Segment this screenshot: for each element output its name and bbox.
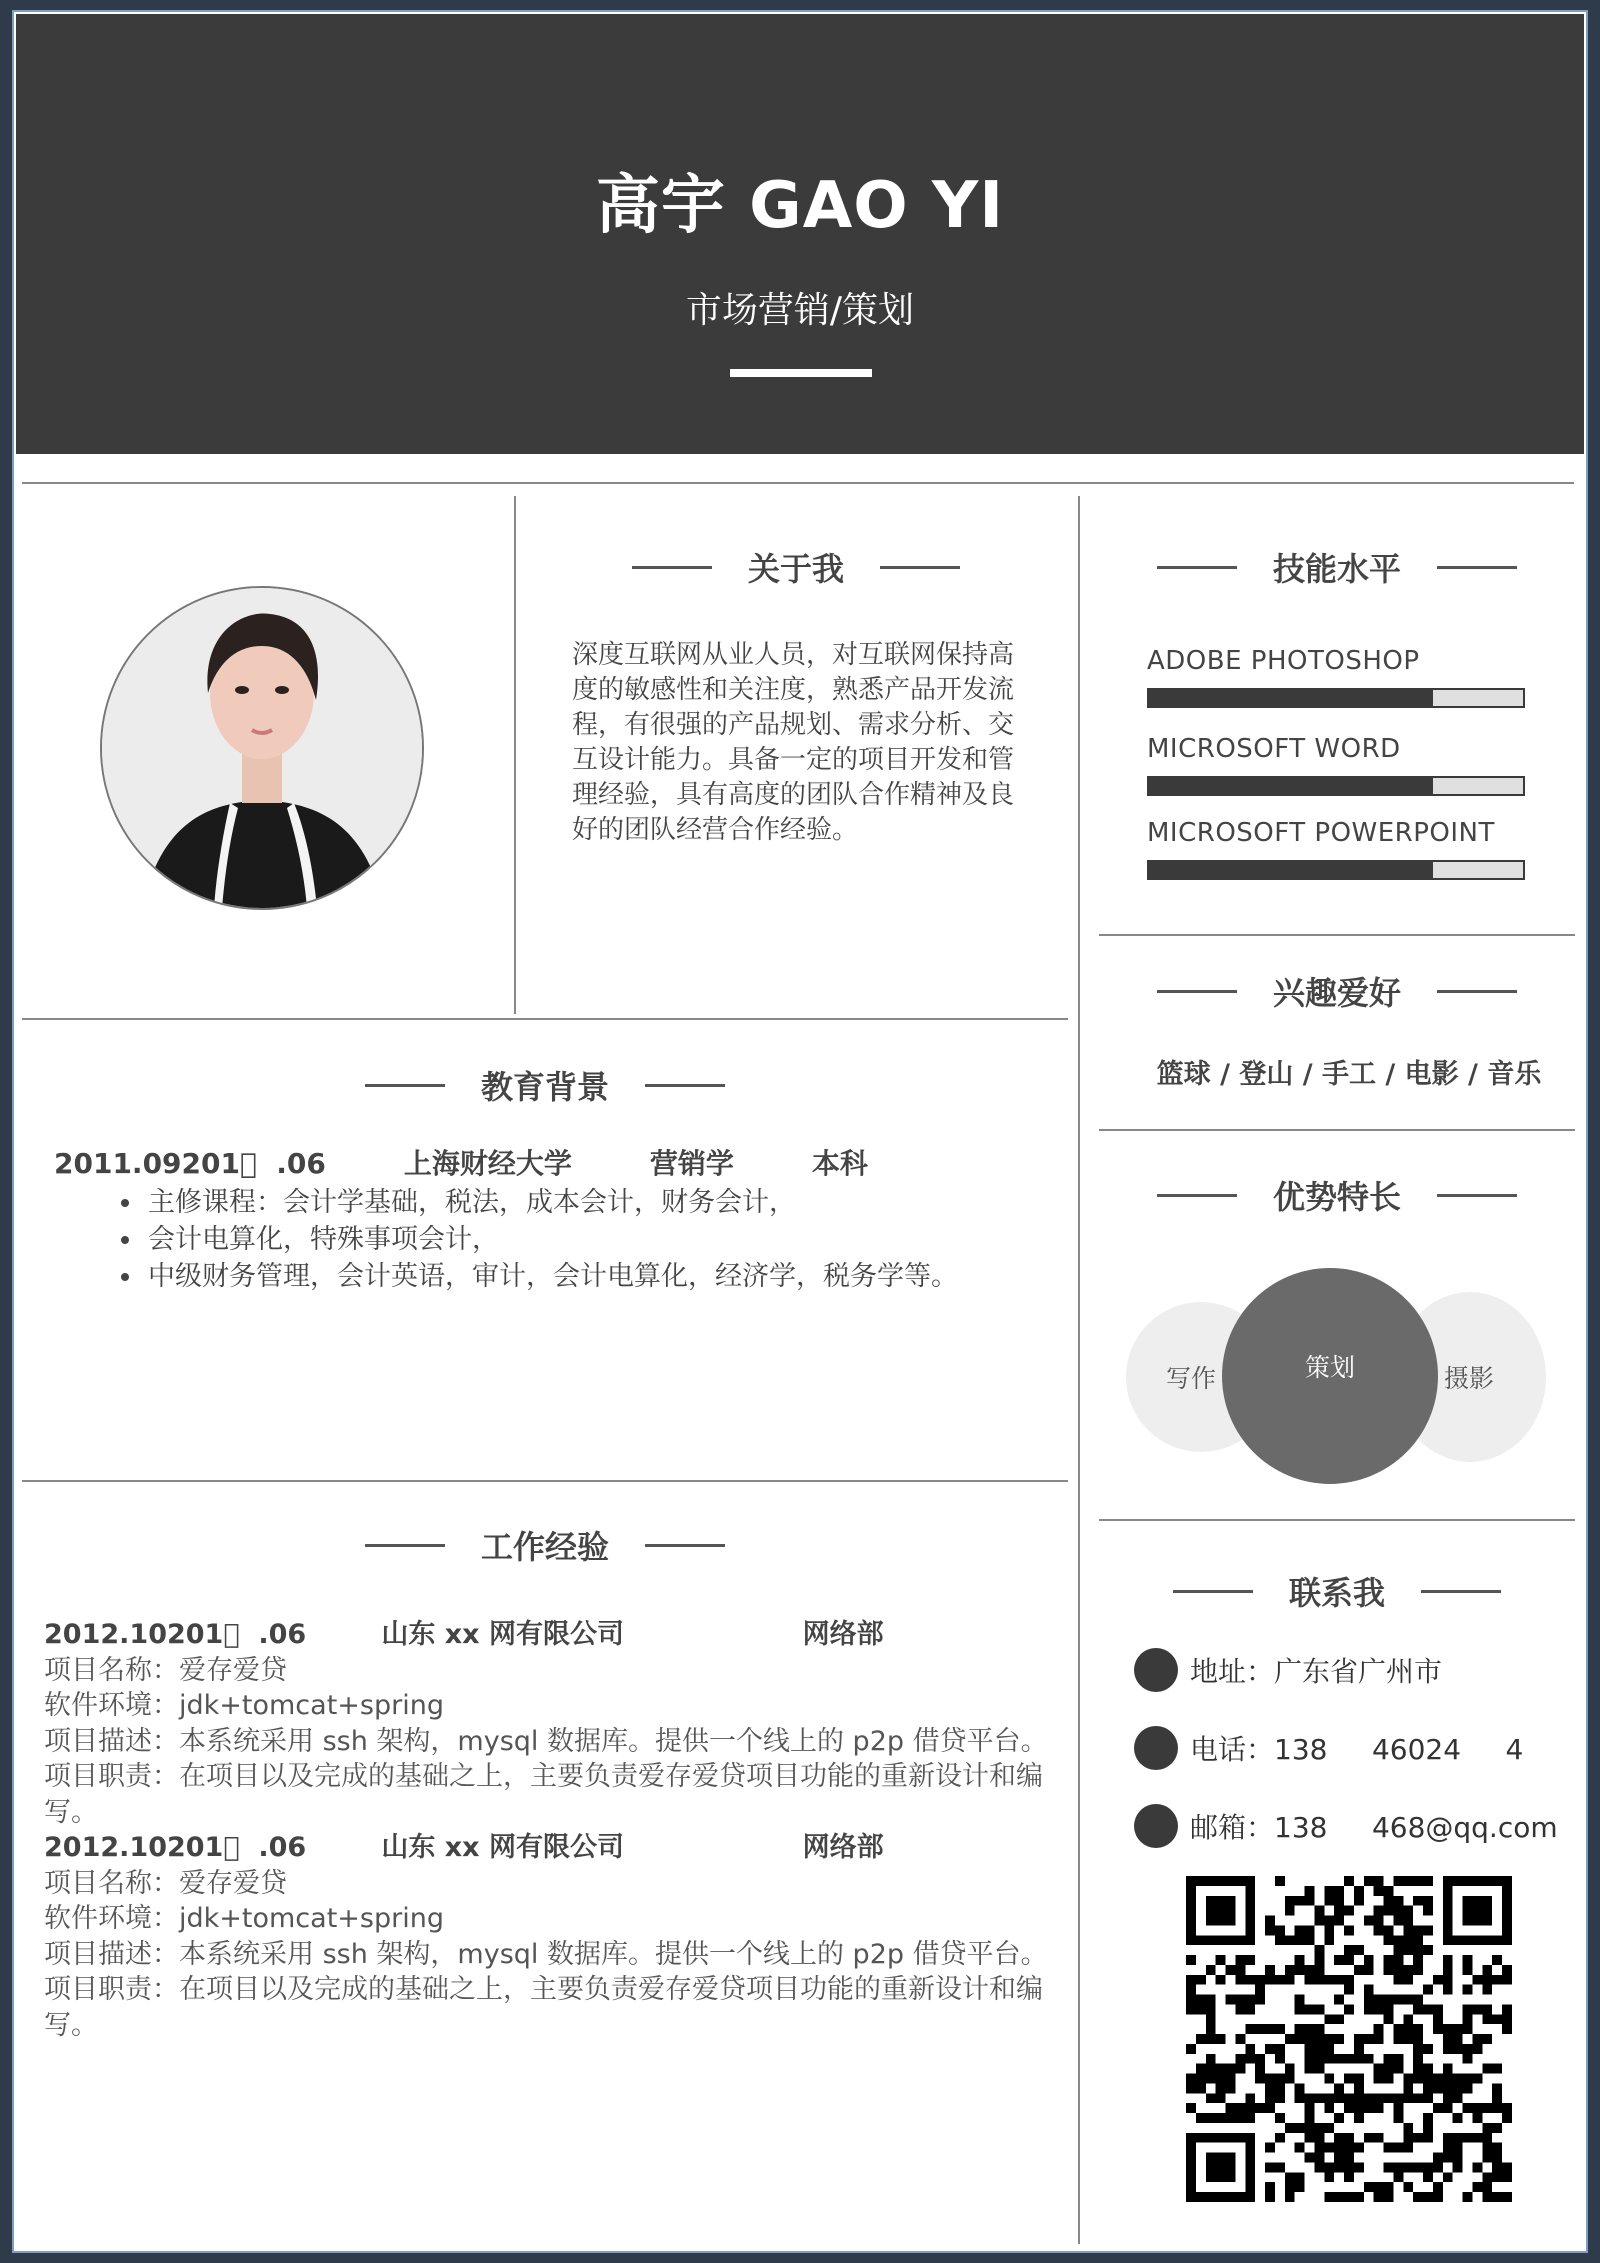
job-line: 项目名称：爱存爱贷 [44, 1654, 287, 1686]
email-text: 邮箱：138 468@qq.com [1190, 1811, 1558, 1844]
skill-name: ADOBE PHOTOSHOP [1147, 646, 1420, 676]
header-banner [16, 14, 1584, 454]
work-section-title [22, 1522, 1068, 1568]
skill-level-bar [1147, 860, 1525, 880]
skill-item [1147, 646, 1547, 708]
phone-icon [1134, 1726, 1178, 1770]
divider-hobby-strength [1099, 1129, 1575, 1131]
divider-main-column [1078, 496, 1080, 2244]
address-text: 地址：广东省广州市 [1190, 1655, 1443, 1688]
contact-title-text: 联系我 [1288, 1574, 1385, 1612]
divider-skills-hobby [1099, 934, 1575, 936]
contact-phone [1134, 1726, 1523, 1770]
job-line: 项目职责：在项目以及完成的基础之上，主要负责爱存爱贷项目功能的重新设计和编写。 [44, 1974, 1043, 2041]
job-header: 2012.10201  .06 山东 xx 网有限公司 网络部 [44, 1832, 884, 1863]
hobbies-title-text: 兴趣爱好 [1272, 974, 1401, 1012]
job-line: 软件环境：jdk+tomcat+spring [44, 1690, 444, 1721]
job-line: 项目描述：本系统采用 ssh 架构，mysql 数据库。提供一个线上的 p2p 借贷平台。 [44, 1938, 1048, 1970]
divider-strength-contact [1099, 1519, 1575, 1521]
job-line: 软件环境：jdk+tomcat+spring [44, 1903, 444, 1934]
list-item: • 主修课程：会计学基础，税法，成本会计，财务会计， [144, 1184, 958, 1221]
divider-about-edu [22, 1018, 1068, 1020]
qr-code[interactable] [1186, 1876, 1512, 2202]
about-section-title [516, 544, 1076, 590]
header-underline [730, 369, 872, 377]
education-section-title [22, 1062, 1068, 1108]
divider-edu-work [22, 1480, 1068, 1482]
list-item: • 中级财务管理，会计英语，审计，会计电算化，经济学，税务学等。 [144, 1258, 958, 1295]
phone-text: 电话：138 46024 4 [1190, 1733, 1524, 1766]
about-text: 深度互联网从业人员，对互联网保持高度的敏感性和关注度，熟悉产品开发流程，有很强的产品规划、需求分析、交互设计能力。具备一定的项目开发和管理经验，具有高度的团队合作精神及良好的团队经营合作经验。 [572, 640, 1015, 845]
job-title: 市场营销/策划 [685, 290, 915, 331]
about-title-text: 关于我 [747, 550, 844, 588]
candidate-name: 高宇 GAO YI [595, 169, 1005, 243]
divider-top [22, 482, 1574, 484]
resume-page [12, 10, 1588, 2253]
strength-left-label: 写作 [1166, 1364, 1217, 1393]
education-header: 2011.09201  .06 上海财经大学 营销学 本科 [54, 1147, 868, 1180]
job-line: 项目名称：爱存爱贷 [44, 1867, 287, 1899]
skill-level-bar [1147, 776, 1525, 796]
hobbies-section-title [1099, 968, 1575, 1014]
skill-name: MICROSOFT POWERPOINT [1147, 818, 1495, 848]
mail-icon [1134, 1804, 1178, 1848]
skill-level-fill [1149, 862, 1433, 878]
job-header: 2012.10201  .06 山东 xx 网有限公司 网络部 [44, 1619, 884, 1650]
location-pin-icon [1134, 1648, 1178, 1692]
skill-level-fill [1149, 690, 1433, 706]
strengths-title-text: 优势特长 [1272, 1178, 1401, 1216]
strength-center-label: 策划 [1304, 1353, 1355, 1382]
hobbies-text: 篮球 / 登山 / 手工 / 电影 / 音乐 [1156, 1059, 1542, 1090]
skill-level-bar [1147, 688, 1525, 708]
contact-email [1134, 1804, 1558, 1848]
strength-right-label: 摄影 [1443, 1364, 1494, 1393]
strengths-section-title [1099, 1172, 1575, 1218]
job-line: 项目描述：本系统采用 ssh 架构，mysql 数据库。提供一个线上的 p2p 借贷平台。 [44, 1725, 1048, 1757]
skill-item [1147, 734, 1547, 796]
education-course-list [84, 1184, 958, 1295]
skill-name: MICROSOFT WORD [1147, 734, 1401, 764]
profile-photo [100, 586, 424, 910]
skill-level-fill [1149, 778, 1433, 794]
strength-center-circle [1222, 1268, 1438, 1484]
contact-address [1134, 1648, 1442, 1692]
job-line: 项目职责：在项目以及完成的基础之上，主要负责爱存爱贷项目功能的重新设计和编写。 [44, 1761, 1043, 1828]
skill-item [1147, 818, 1547, 880]
skills-section-title [1099, 544, 1575, 590]
work-experience [44, 1617, 1054, 2043]
work-title-text: 工作经验 [480, 1528, 609, 1566]
skills-title-text: 技能水平 [1272, 550, 1401, 588]
list-item: • 会计电算化，特殊事项会计， [144, 1221, 958, 1258]
contact-section-title [1099, 1568, 1575, 1614]
education-title-text: 教育背景 [480, 1068, 609, 1106]
